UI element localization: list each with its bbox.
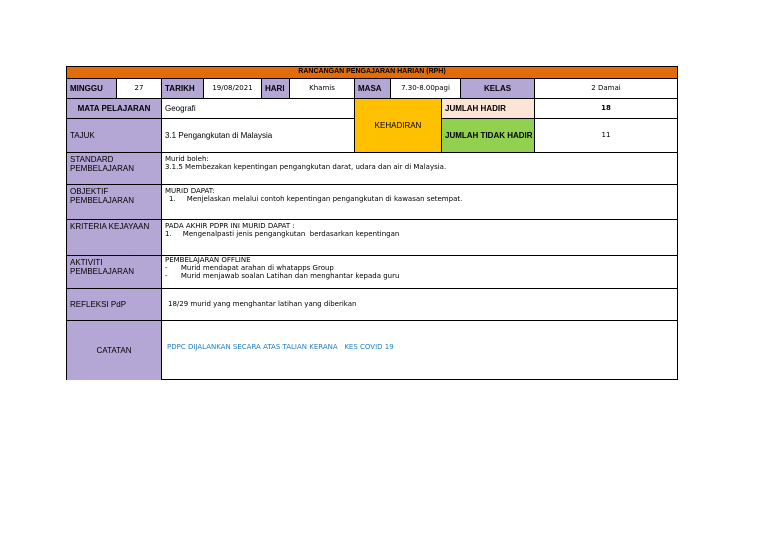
mata-pelajaran-label: MATA PELAJARAN — [67, 99, 162, 119]
kriteria-line1: PADA AKHIR PDPR INI MURID DAPAT : — [165, 222, 295, 230]
aktiviti-label — [67, 256, 162, 289]
hari-value: Khamis — [290, 79, 355, 99]
objektif-label — [67, 185, 162, 220]
tajuk-value: 3.1 Pengangkutan di Malaysia — [162, 119, 355, 153]
jumlah-hadir-value: 18 — [535, 99, 678, 119]
catatan-label: CATATAN — [67, 321, 162, 380]
kehadiran-label: KEHADIRAN — [355, 99, 442, 153]
standard-label-line2: PEMBELAJARAN — [70, 164, 135, 174]
kriteria-content — [162, 220, 678, 256]
rph-title: RANCANGAN PENGAJARAN HARIAN (RPH) — [67, 67, 678, 79]
aktiviti-line3: - Murid menjawab soalan Latihan dan menghantar kepada guru — [165, 272, 400, 281]
objektif-label-line2: PEMBELAJARAN — [70, 196, 135, 206]
kriteria-line2: 1. Mengenalpasti jenis pengangkutan berdasarkan kepentingan — [165, 230, 400, 239]
aktiviti-line2: - Murid mendapat arahan di whatapps Group — [165, 264, 334, 273]
tarikh-label: TARIKH — [162, 79, 204, 99]
objektif-line2: 1. Menjelaskan melalui contoh kepentingan pengangkutan di kawasan setempat. — [169, 195, 463, 204]
objektif-label-line1: OBJEKTIF — [70, 187, 109, 196]
catatan-value: PDPC DIJALANKAN SECARA ATAS TALIAN KERANA KES COVID 19 — [162, 321, 678, 380]
kriteria-label: KRITERIA KEJAYAAN — [67, 220, 162, 256]
aktiviti-label-line2: PEMBELAJARAN — [70, 267, 135, 277]
masa-label: MASA — [355, 79, 391, 99]
standard-line2: 3.1.5 Membezakan kepentingan pengangkutan darat, udara dan air di Malaysia. — [165, 163, 447, 172]
standard-content — [162, 153, 678, 185]
objektif-content — [162, 185, 678, 220]
kelas-value: 2 Damai — [535, 79, 678, 99]
rph-table — [66, 66, 678, 380]
aktiviti-content — [162, 256, 678, 289]
masa-value: 7.30-8.00pagi — [391, 79, 461, 99]
kelas-label: KELAS — [461, 79, 535, 99]
tarikh-value: 19/08/2021 — [204, 79, 262, 99]
jumlah-tidak-hadir-label: JUMLAH TIDAK HADIR — [442, 119, 535, 153]
jumlah-hadir-label: JUMLAH HADIR — [442, 99, 535, 119]
standard-label-line1: STANDARD — [70, 155, 114, 164]
refleksi-label: REFLEKSI PdP — [67, 289, 162, 321]
minggu-label: MINGGU — [67, 79, 117, 99]
standard-line1: Murid boleh: — [165, 155, 209, 163]
minggu-value: 27 — [117, 79, 162, 99]
aktiviti-label-line1: AKTIVITI — [70, 258, 103, 267]
jumlah-tidak-hadir-value: 11 — [535, 119, 678, 153]
tajuk-label: TAJUK — [67, 119, 162, 153]
standard-label — [67, 153, 162, 185]
aktiviti-line1: PEMBELAJARAN OFFLINE — [165, 256, 251, 264]
refleksi-value: 18/29 murid yang menghantar latihan yang diberikan — [162, 289, 678, 321]
objektif-line1: MURID DAPAT: — [165, 187, 215, 195]
hari-label: HARI — [262, 79, 290, 99]
mata-pelajaran-value: Geografi — [162, 99, 355, 119]
